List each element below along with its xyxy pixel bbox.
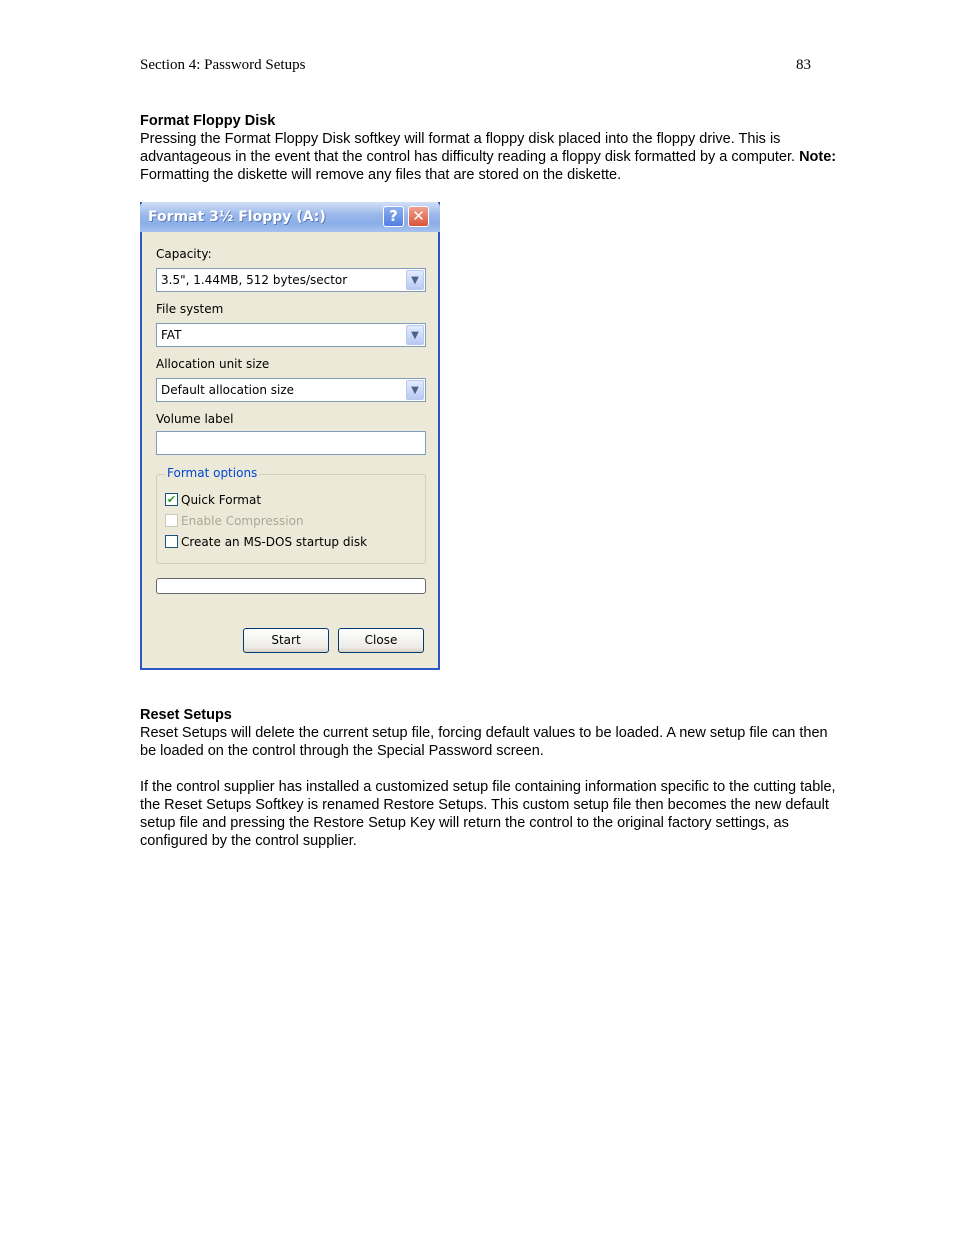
quick-format-checkbox[interactable]: ✔ <box>166 493 177 506</box>
running-header: Section 4: Password Setups <box>140 57 306 73</box>
page-number: 83 <box>796 57 811 73</box>
enable-compression-option <box>165 514 304 528</box>
format-floppy-dialog <box>140 202 440 670</box>
close-icon: ✕ <box>412 207 425 225</box>
capacity-value: 3.5", 1.44MB, 512 bytes/sector <box>161 273 348 287</box>
format-options-title: Format options <box>167 466 258 480</box>
filesystem-value: FAT <box>161 328 182 342</box>
filesystem-label: File system <box>156 302 224 316</box>
format-progress-bar <box>156 578 426 594</box>
enable-compression-checkbox <box>165 514 178 527</box>
start-button[interactable]: Start <box>243 628 329 653</box>
chevron-down-icon[interactable]: ▼ <box>406 270 424 290</box>
allocation-label: Allocation unit size <box>156 357 270 371</box>
enable-compression-label: Enable Compression <box>181 514 304 528</box>
quick-format-option[interactable] <box>165 493 261 507</box>
chevron-down-icon[interactable]: ▼ <box>406 325 424 345</box>
format-floppy-heading: Format Floppy Disk <box>140 113 276 129</box>
format-options-group <box>156 466 426 564</box>
format-floppy-paragraph <box>140 130 840 184</box>
volume-label-input[interactable] <box>156 431 426 455</box>
capacity-label: Capacity: <box>156 247 212 261</box>
msdos-startup-option[interactable] <box>165 535 367 549</box>
quick-format-label: Quick Format <box>181 493 262 507</box>
allocation-select[interactable] <box>156 378 426 402</box>
reset-setups-heading: Reset Setups <box>140 707 232 723</box>
capacity-select[interactable] <box>156 268 426 292</box>
close-window-button[interactable] <box>408 206 429 227</box>
note-label: Note: <box>799 149 837 165</box>
reset-setups-paragraph-2: If the control supplier has installed a customized setup file containing information specific to the cutting table, the Reset Setups Softkey is renamed Restore Setups. This custom setup file then becomes the new default setup file and pressing the Restore Setup Key will return the control to the original factory settings, as configured by the control supplier. <box>140 779 836 849</box>
chevron-down-icon[interactable]: ▼ <box>406 380 424 400</box>
msdos-startup-label: Create an MS-DOS startup disk <box>181 535 368 549</box>
dialog-title: Format 3½ Floppy (A:) <box>148 209 326 225</box>
filesystem-select[interactable] <box>156 323 426 347</box>
format-para-text-1: Pressing the Format Floppy Disk softkey will format a floppy disk placed into the floppy drive. This is advantageous in the event that the control has difficulty reading a floppy disk formatted by a computer. <box>140 131 800 165</box>
allocation-value: Default allocation size <box>161 383 295 397</box>
help-icon: ? <box>389 207 398 225</box>
volume-label-caption: Volume label <box>156 412 234 426</box>
msdos-startup-checkbox[interactable] <box>165 535 178 548</box>
reset-setups-paragraph-1: Reset Setups will delete the current setup file, forcing default values to be loaded. A new setup file can then be loaded on the control through the Special Password screen. <box>140 725 828 759</box>
dialog-titlebar[interactable] <box>140 202 440 232</box>
help-button[interactable] <box>383 206 404 227</box>
close-button[interactable]: Close <box>338 628 424 653</box>
format-para-text-2: Formatting the diskette will remove any files that are stored on the diskette. <box>140 167 622 183</box>
